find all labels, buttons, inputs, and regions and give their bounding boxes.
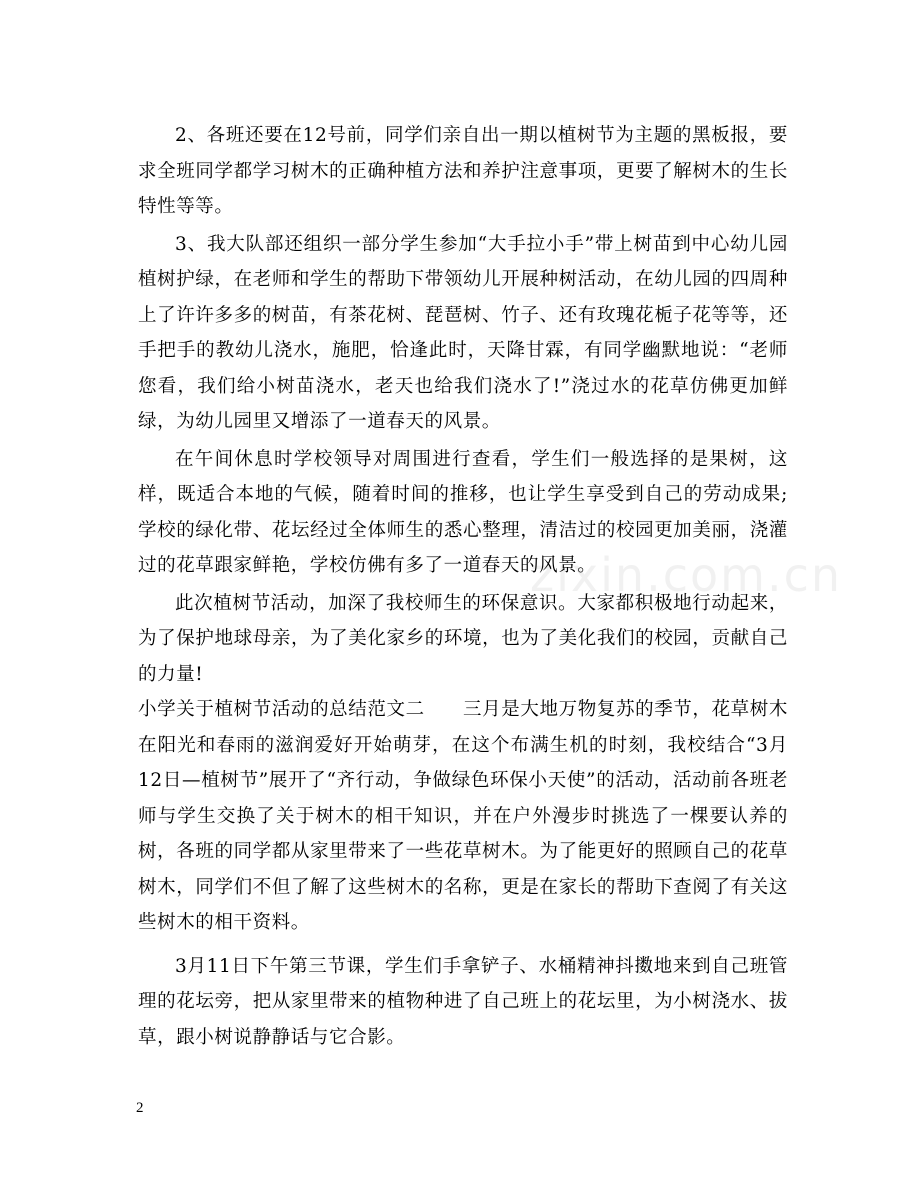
watermark: zixin.com.cn: [530, 548, 843, 602]
paragraph-summary: 此次植树节活动，加深了我校师生的环保意识。大家都积极地行动起来，为了保护地球母亲，为了美化家乡的环境，也为了美化我们的校园，贡献自己的力量!: [138, 592, 788, 685]
paragraph-kindergarten: 3、我大队部还组织一部分学生参加“大手拉小手”带上树苗到中心幼儿园植树护绿，在老师和学生的帮助下带领幼儿开展种树活动，在幼儿园的四周种上了许许多多的树苗，有茶花树、琵琶树、竹子、还有玫瑰花栀子花等等，还手把手的教幼儿浇水，施肥，恰逢此时，天降甘霖，有同学幽默地说：“老师您看，我们给小树苗浇水，老天也给我们浇水了!”浇过水的花草仿佛更加鲜绿，为幼儿园里又增添了一道春天的风景。: [138, 233, 788, 432]
paragraph-blackboard: 2、各班还要在12号前，同学们亲自出一期以植树节为主题的黑板报，要求全班同学都学习树木的正确种植方法和养护注意事项，更要了解树木的生长特性等等。: [138, 125, 788, 217]
paragraph-march-eleventh: 3月11日下午第三节课，学生们手拿铲子、水桶精神抖擞地来到自己班管理的花坛旁，把从家里带来的植物种进了自己班上的花坛里，为小树浇水、拔草，跟小树说静静话与它合影。: [138, 955, 788, 1048]
paragraph-sample-two: 小学关于植树节活动的总结范文二 三月是大地万物复苏的季节，花草树木在阳光和春雨的滋润爱好开始萌芽，在这个布满生机的时刻，我校结合“3月12日—植树节”展开了“齐行动，争做绿色环保小天使”的活动，活动前各班老师与学生交换了关于树木的相干知识，并在户外漫步时挑选了一棵要认养的树，各班的同学都从家里带来了一些花草树木。为了能更好的照顾自己的花草树木，同学们不但了解了这些树木的名称，更是在家长的帮助下查阅了有关这些树木的相干资料。: [138, 699, 788, 933]
page-number: 2: [136, 1100, 144, 1116]
paragraph-noon-inspection: 在午间休息时学校领导对周围进行查看，学生们一般选择的是果树，这样，既适合本地的气候，随着时间的推移，也让学生享受到自己的劳动成果;学校的绿化带、花坛经过全体师生的悉心整理，清洁过的校园更加美丽，浇灌过的花草跟家鲜艳，学校仿佛有多了一道春天的风景。: [138, 448, 788, 576]
document-body: [138, 118, 788, 1055]
